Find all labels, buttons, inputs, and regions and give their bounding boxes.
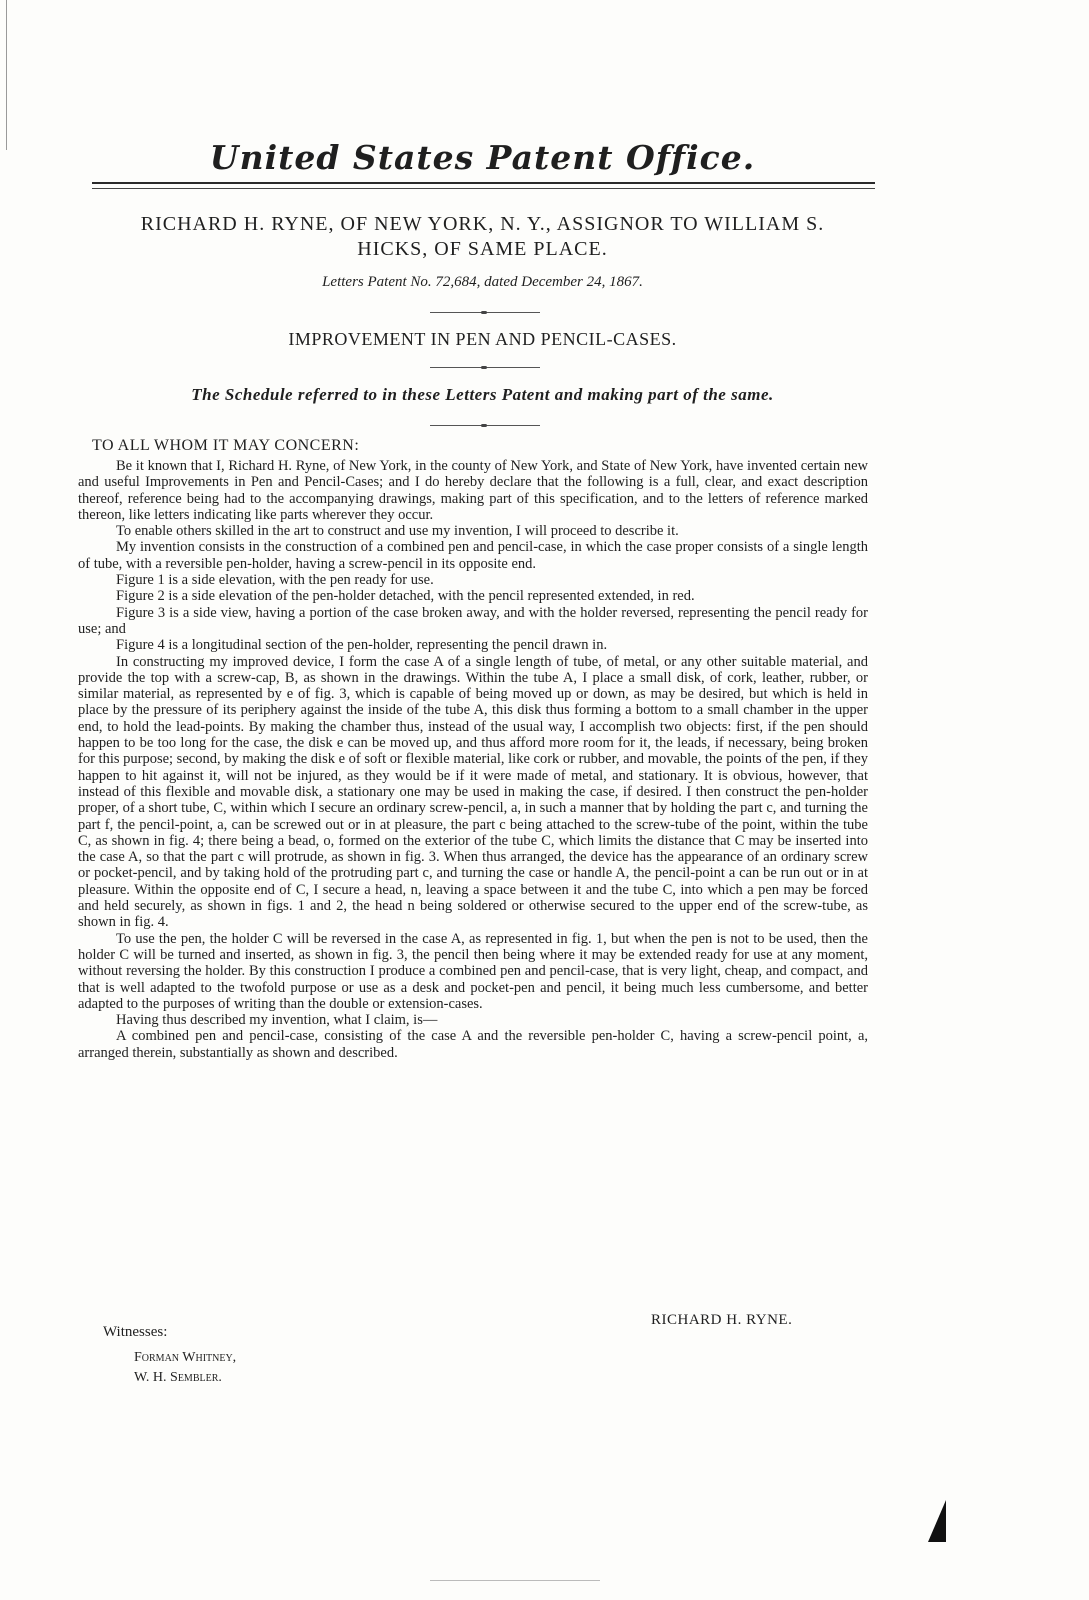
parties-line-2: HICKS, OF SAME PLACE.	[357, 238, 608, 260]
paragraph-construction: In constructing my improved device, I form the case A of a single length of tube, of metal, or any other suitable material, and provide the top with a screw-cap, B, as shown in the drawings. Within the tube A, I place a small disk, of cork, leather, rubber, or similar material, as represented by e of fig. 3, which is capable of being moved up or down, as may be desired, but which is held in place by the pressure of its periphery against the inside of the tube A, this disk thus forming a bottom to a small chamber in the upper end, to hold the lead-points. By making the chamber thus, instead of the usual way, I accomplish two objects: first, if the pen should happen to be too long for the case, the disk e can be moved up, and thus afford more room for it, the leads, if necessary, being broken for this purpose; second, by making the disk e of soft or flexible material, like cork or rubber, and movable, the points of the pen, if they happen to hit against it, will not be injured, as they would be if it were made of metal, and stationary. It is obvious, however, that instead of this flexible and movable disk, a stationary one may be used in making the case, if desired. I then construct the pen-holder proper, of a short tube, C, within which I secure an ordinary screw-pencil, a, in such a manner that by holding the part c, and turning the part f, the pencil-point, a, can be screwed out or in at pleasure, the part c being attached to the screw-tube of the point, within the tube C, as shown in fig. 4; there being a bead, o, formed on the exterior of the tube C, which limits the distance that C may be inserted into the case A, so that the part c will protrude, as shown in fig. 3. When thus arranged, the device has the appearance of an ordinary screw or pocket-pencil, and by taking hold of the protruding part c, and turning the case or handle A, the pencil-point a can be run out or in at pleasure. Within the opposite end of C, I secure a head, n, leaving a space between it and the tube C, into which a pen may be forced and held securely, as shown in figs. 1 and 2, the head n being soldered or otherwise secured to the upper end of the screw-tube, as shown in fig. 4.	[78, 653, 868, 931]
paragraph-figure-3: Figure 3 is a side view, having a portion of the case broken away, and with the holder reversed, representing the pencil ready for use; and	[78, 604, 868, 637]
paragraph-figure-4: Figure 4 is a longitudinal section of the pen-holder, representing the pencil drawn in.	[116, 637, 608, 654]
header-rule-thick	[92, 182, 875, 184]
divider-3-ornament	[481, 424, 487, 427]
divider-1-ornament	[481, 311, 487, 314]
schedule-line: The Schedule referred to in these Letters Patent and making part of the same.	[191, 385, 774, 404]
parties-block	[90, 212, 875, 262]
specification-body	[78, 458, 868, 1061]
header-rule-thin	[92, 188, 875, 189]
improvement-title: IMPROVEMENT IN PEN AND PENCIL-CASES.	[288, 329, 677, 349]
salutation: TO ALL WHOM IT MAY CONCERN:	[92, 437, 360, 454]
inventor-signature: RICHARD H. RYNE.	[651, 1312, 793, 1328]
corner-mark	[928, 1500, 946, 1542]
paragraph-enable: To enable others skilled in the art to construct and use my invention, I will proceed to describe it.	[116, 523, 679, 540]
letters-patent-line: Letters Patent No. 72,684, dated December 24, 1867.	[322, 274, 643, 290]
parties-line-1: RICHARD H. RYNE, OF NEW YORK, N. Y., ASSIGNOR TO WILLIAM S.	[140, 213, 825, 235]
paragraph-figure-1: Figure 1 is a side elevation, with the pen ready for use.	[116, 572, 434, 589]
witness-name: Forman Whitney,	[134, 1350, 237, 1365]
paragraph-figure-2: Figure 2 is a side elevation of the pen-holder detached, with the pencil represented extended, in red.	[116, 588, 695, 605]
divider-2-ornament	[481, 366, 487, 369]
scan-edge-line	[6, 0, 7, 150]
witness-name: W. H. Sembler.	[134, 1370, 222, 1385]
paragraph-intro: Be it known that I, Richard H. Ryne, of New York, in the county of New York, and State of New York, have invented certain new and useful Improvements in Pen and Pencil-Cases; and I do hereby declare that the following is a full, clear, and exact description thereof, reference being had to the accompanying drawings, making part of this specification, and to the letters of reference marked thereon, like letters indicating like parts wherever they occur.	[78, 458, 868, 523]
paragraph-claim-intro: Having thus described my invention, what I claim, is—	[116, 1012, 438, 1029]
office-title: United States Patent Office.	[209, 138, 756, 177]
paragraph-use: To use the pen, the holder C will be reversed in the case A, as represented in fig. 1, but when the pen is not to be used, then the holder C will be turned and inserted, as shown in fig. 3, the pencil then being where it may be extended ready for use at any moment, without reversing the holder. By this construction I produce a combined pen and pencil-case, that is very light, cheap, and compact, and that is well adapted to the twofold purpose or use as a desk and pocket-pen and pencil, it being much less cumbersome, and better adapted to the purposes of writing than the double or extension-cases.	[78, 930, 868, 1012]
paragraph-invention: My invention consists in the construction of a combined pen and pencil-case, in which the case proper consists of a single length of tube, with a reversible pen-holder, having a screw-pencil in its opposite end.	[78, 539, 868, 572]
witnesses-label: Witnesses:	[103, 1324, 168, 1340]
paragraph-claim: A combined pen and pencil-case, consisting of the case A and the reversible pen-holder C, having a screw-pencil point, a, arranged therein, substantially as shown and described.	[78, 1028, 868, 1061]
bottom-rule	[430, 1580, 600, 1581]
